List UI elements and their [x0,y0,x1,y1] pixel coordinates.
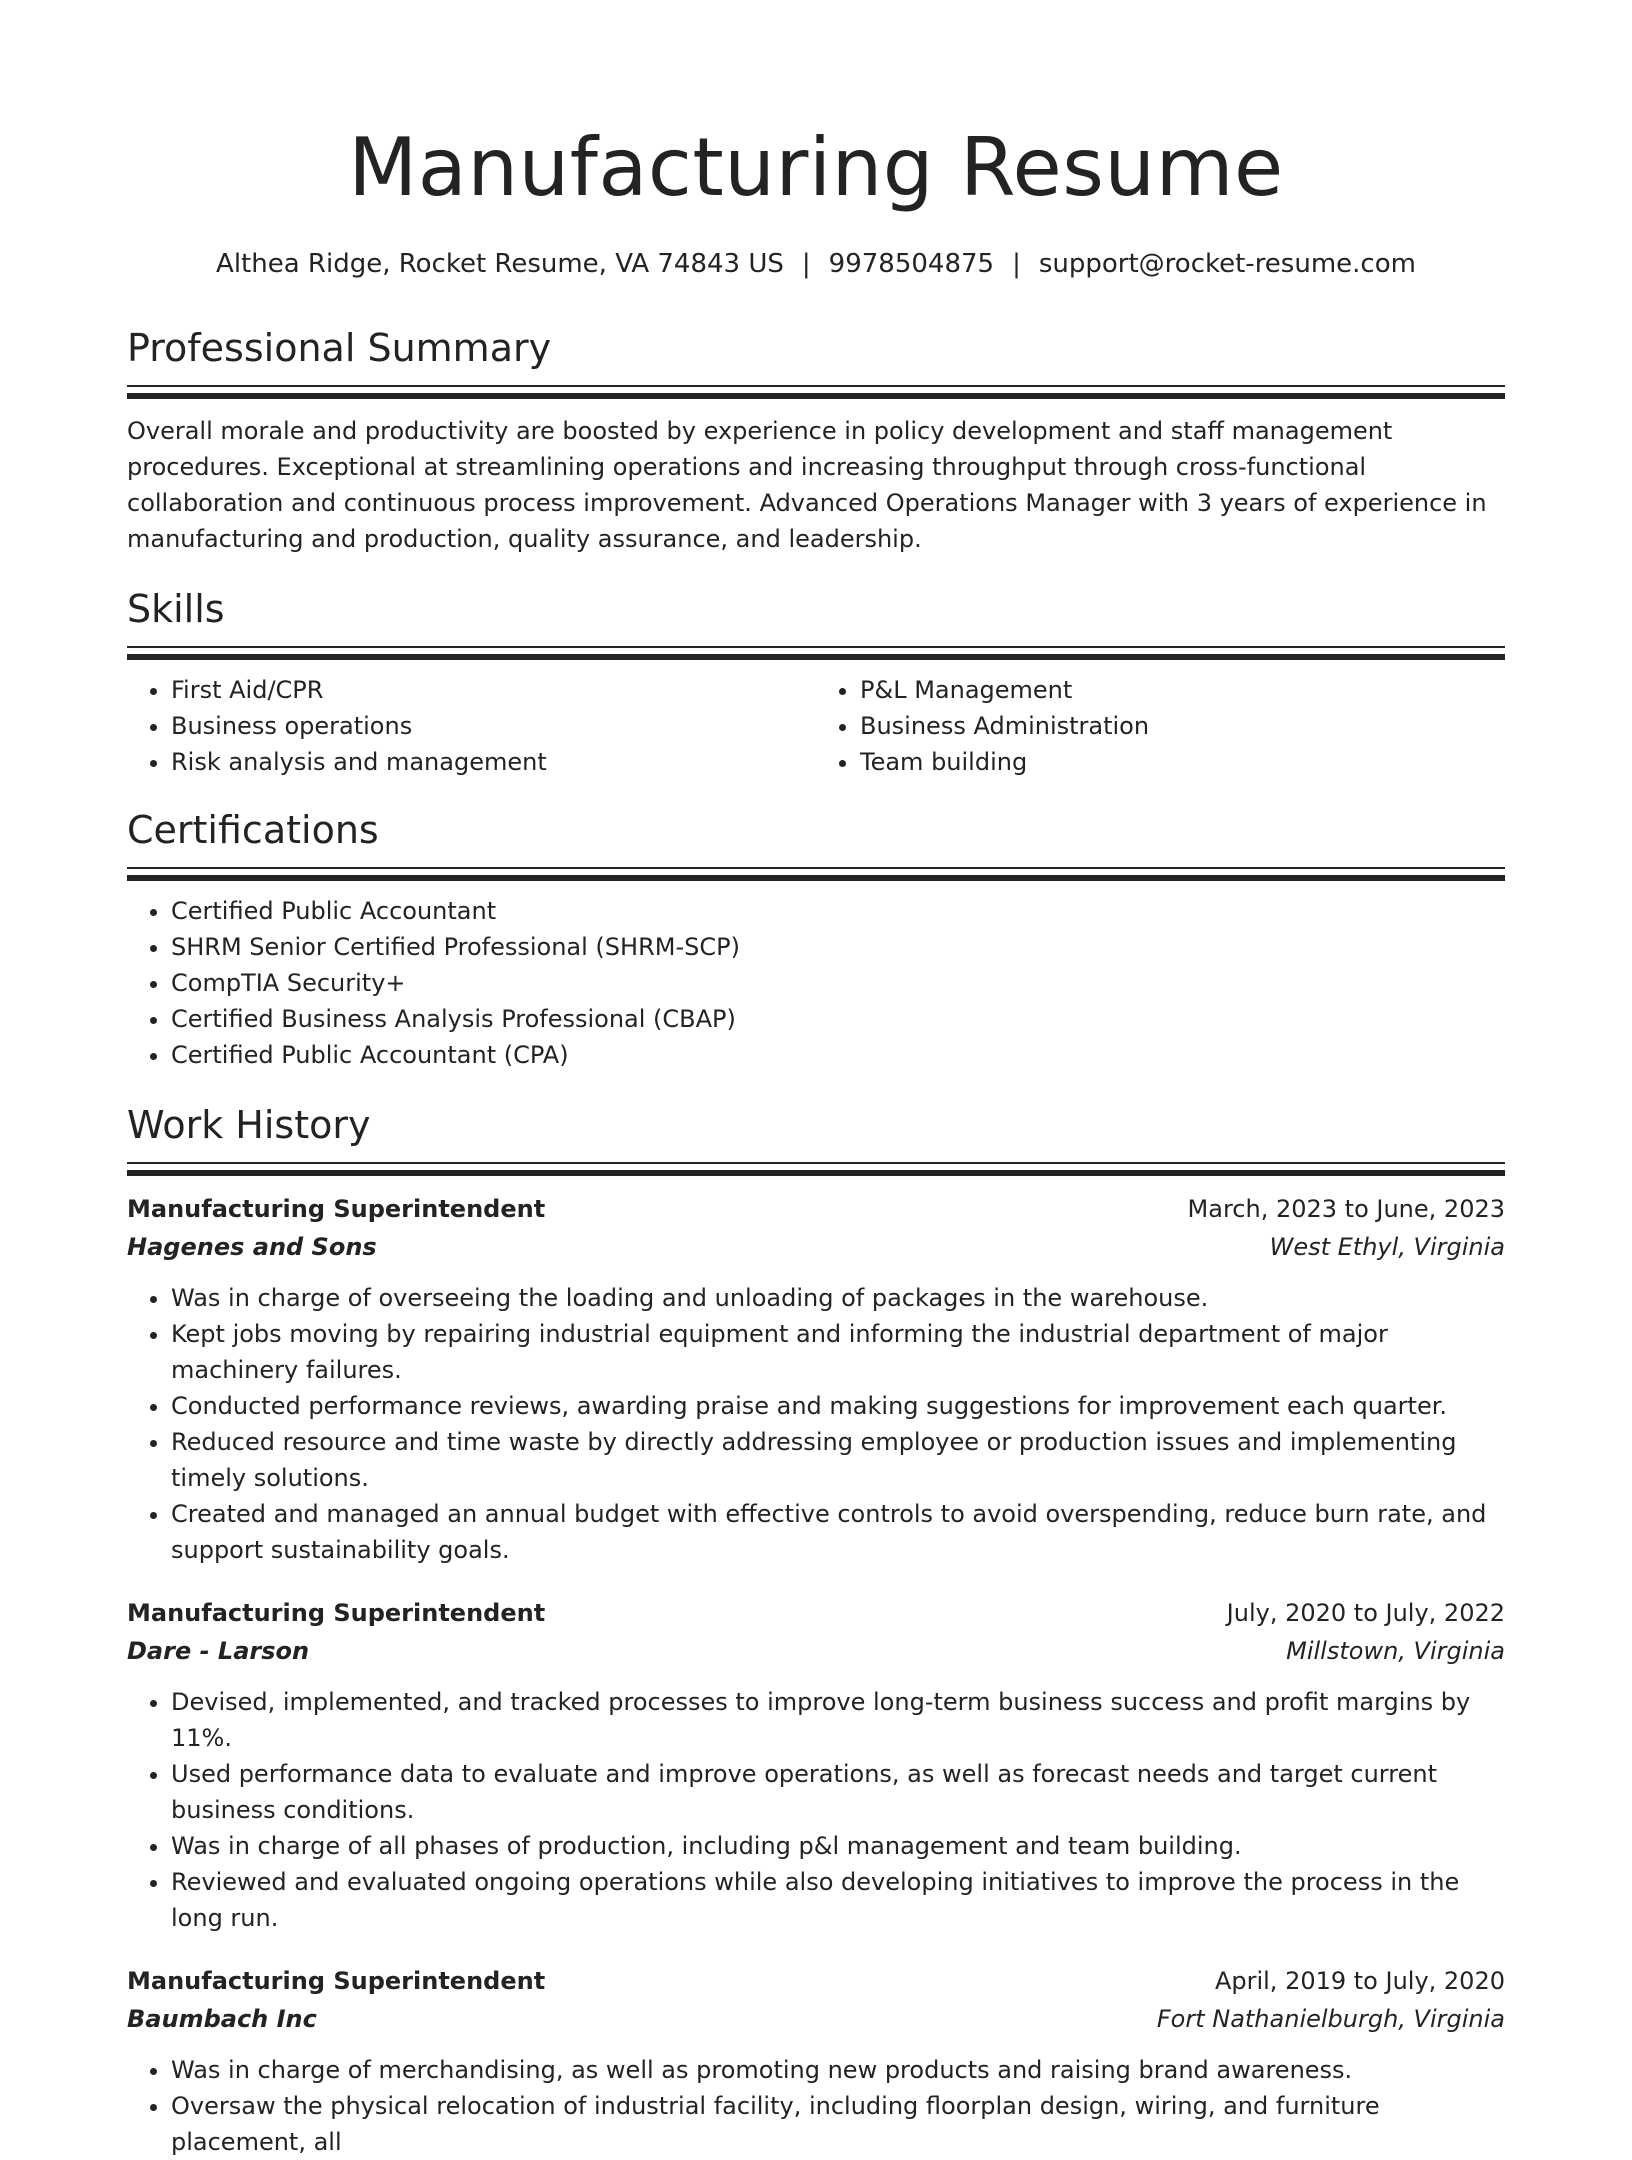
job-bullet: • Created and managed an annual budget with effective controls to avoid overspending, reduce burn rate, and support sustainability goals. [171,1496,1505,1568]
job-bullet: • Was in charge of overseeing the loading and unloading of packages in the warehouse. [171,1280,1505,1316]
certification-item: • Certified Public Accountant (CPA) [171,1037,1505,1073]
certification-item: • Certified Business Analysis Professional (CBAP) [171,1001,1505,1037]
contact-separator: | [801,249,811,279]
job-dates: July, 2020 to July, 2022 [1226,1599,1505,1627]
section-divider-thin [127,867,1505,869]
summary-heading: Professional Summary [127,326,552,370]
job-bullet: • Was in charge of merchandising, as well as promoting new products and raising brand awareness. [171,2052,1505,2088]
job-bullet: • Reduced resource and time waste by directly addressing employee or production issues and implementing timely solutions. [171,1424,1505,1496]
section-divider-thick [127,393,1505,399]
job-title: Manufacturing Superintendent [127,1195,546,1223]
skills-heading: Skills [127,587,225,631]
job-company: Dare - Larson [127,1637,310,1665]
job-bullet: • Devised, implemented, and tracked processes to improve long-term business success and profit margins by 11%. [171,1684,1505,1756]
job-bullet: • Oversaw the physical relocation of industrial facility, including floorplan design, wiring, and furniture placement, all [171,2088,1505,2160]
job-bullet-list [127,2052,1505,2160]
contact-phone: 9978504875 [828,249,995,279]
summary-text: Overall morale and productivity are boosted by experience in policy development and staff management procedures. Exceptional at streamlining operations and increasing throughput through cross-functional collaboration and continuous process improvement. Advanced Operations Manager with 3 years of experience in manufacturing and production, quality assurance, and leadership. [127,417,1487,553]
job-company: Hagenes and Sons [127,1233,377,1261]
job-title: Manufacturing Superintendent [127,1599,546,1627]
section-divider-thin [127,1162,1505,1164]
job-bullet-list [127,1684,1505,1936]
job-bullet: • Conducted performance reviews, awarding praise and making suggestions for improvement each quarter. [171,1388,1505,1424]
contact-separator: | [1012,249,1021,279]
section-divider-thick [127,1170,1505,1176]
job-bullet: • Kept jobs moving by repairing industrial equipment and informing the industrial department of major machinery failures. [171,1316,1505,1388]
job-title: Manufacturing Superintendent [127,1967,546,1995]
job-company-row [127,1632,1505,1670]
section-divider-thin [127,385,1505,387]
certification-item: • CompTIA Security+ [171,965,1505,1001]
contact-address: Althea Ridge, Rocket Resume, VA 74843 US [216,249,784,279]
job-location: Fort Nathanielburgh, Virginia [1156,2005,1505,2033]
contact-line [127,246,1505,282]
job-company: Baumbach Inc [127,2005,317,2033]
skill-item: • Risk analysis and management [171,744,816,780]
certifications-list [127,893,1505,1073]
job-header-row [127,1962,1505,2000]
skill-item: • Business operations [171,708,816,744]
skill-item: • P&L Management [860,672,1505,708]
job-entry [127,1190,1505,1568]
job-bullet-list [127,1280,1505,1568]
job-dates: April, 2019 to July, 2020 [1214,1967,1505,1995]
skills-columns [127,672,1505,780]
skill-item: • Business Administration [860,708,1505,744]
skill-item: • First Aid/CPR [171,672,816,708]
skills-list-right [816,672,1505,780]
certification-item: • SHRM Senior Certified Professional (SHRM-SCP) [171,929,1505,965]
summary-section [127,324,1505,557]
certifications-section [127,806,1505,1073]
job-location: West Ethyl, Virginia [1269,1233,1505,1261]
job-bullet: • Was in charge of all phases of production, including p&l management and team building. [171,1828,1505,1864]
job-entry [127,1594,1505,1936]
certifications-heading: Certifications [127,808,379,852]
section-divider-thick [127,654,1505,660]
job-bullet: • Reviewed and evaluated ongoing operations while also developing initiatives to improve the process in the long run. [171,1864,1505,1936]
skills-list-left [127,672,816,780]
job-company-row [127,2000,1505,2038]
skill-item: • Team building [860,744,1505,780]
job-bullet: • Used performance data to evaluate and improve operations, as well as forecast needs and target current business conditions. [171,1756,1505,1828]
job-company-row [127,1228,1505,1266]
contact-email[interactable]: support@rocket-resume.com [1038,249,1416,279]
certification-item: • Certified Public Accountant [171,893,1505,929]
work-history-heading: Work History [127,1103,371,1147]
skills-section [127,585,1505,780]
work-history-section [127,1101,1505,2160]
section-divider-thick [127,875,1505,881]
section-divider-thin [127,646,1505,648]
job-dates: March, 2023 to June, 2023 [1187,1195,1505,1223]
job-header-row [127,1594,1505,1632]
resume-title: Manufacturing Resume [348,121,1284,214]
job-location: Millstown, Virginia [1286,1637,1505,1665]
job-header-row [127,1190,1505,1228]
job-entry [127,1962,1505,2160]
